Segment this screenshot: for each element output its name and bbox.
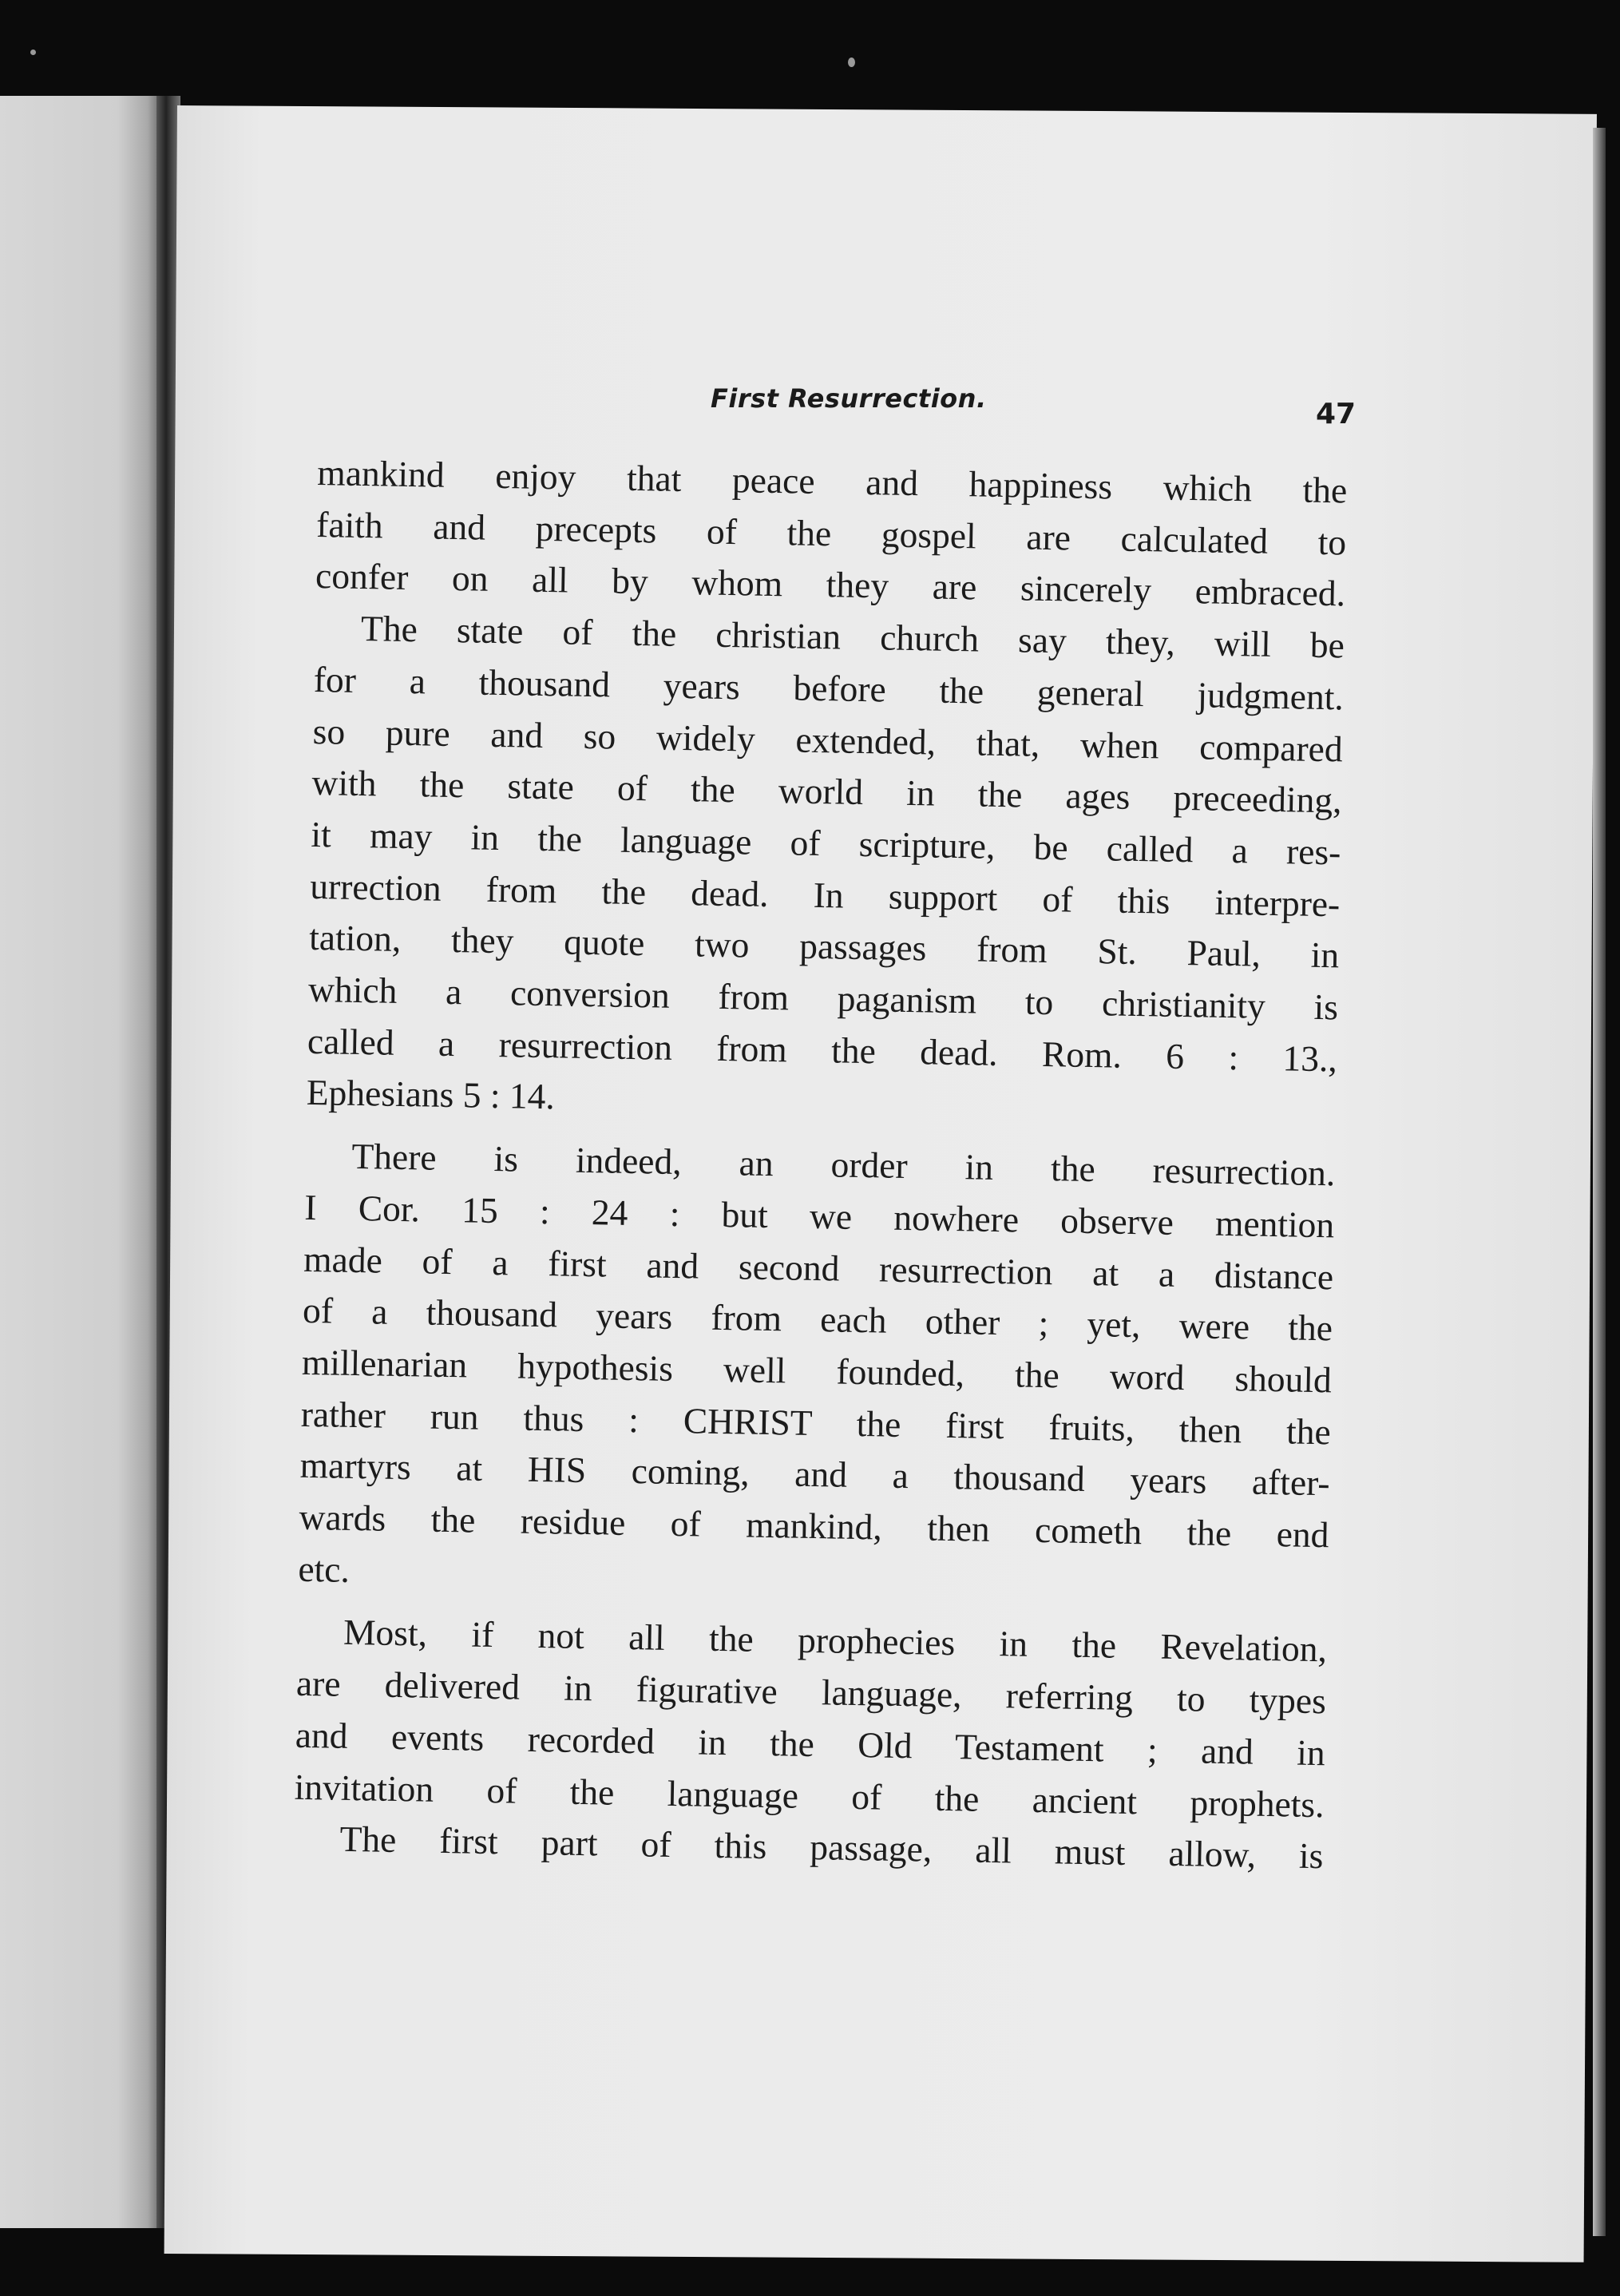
page-edge-shadow	[1593, 128, 1606, 2236]
paragraph	[294, 1606, 1327, 1830]
scan-speck	[848, 57, 855, 67]
running-title: First Resurrection.	[711, 383, 987, 414]
text-line: called a resurrection from the dead. Rom. 6 : 13.,	[307, 1020, 1338, 1080]
text-line: etc.	[298, 1548, 351, 1590]
text-line: martyrs at HIS coming, and a thousand years after-	[299, 1445, 1330, 1504]
text-line: which a conversion from paganism to christianity is	[307, 968, 1339, 1028]
text-line: mankind enjoy that peace and happiness which the	[317, 451, 1348, 511]
text-line: faith and precepts of the gospel are calculated to	[315, 503, 1347, 563]
body-text	[293, 447, 1348, 1882]
running-header	[0, 383, 1620, 431]
text-line: confer on all by whom they are sincerely embraced.	[315, 555, 1346, 614]
text-line: Ephesians 5 : 14.	[306, 1072, 556, 1117]
paragraph	[298, 1130, 1336, 1613]
text-line: made of a first and second resurrection at a distance	[303, 1238, 1334, 1297]
text-line: rather run thus : CHRIST the first fruits, then the	[300, 1393, 1332, 1452]
text-line: with the state of the world in the ages preceeding,	[311, 762, 1342, 821]
scan-speck	[30, 50, 36, 55]
text-line: are delivered in figurative language, referring to types	[295, 1662, 1327, 1722]
text-line: wards the residue of mankind, then cometh the end	[299, 1496, 1329, 1556]
page-number: 47	[1316, 398, 1357, 430]
text-line: of a thousand years from each other ; yet, were the	[302, 1290, 1333, 1349]
text-line: There is indeed, an order in the resurrection.	[351, 1136, 1336, 1194]
paragraph	[315, 447, 1348, 621]
text-line: for a thousand years before the general judgment.	[313, 658, 1345, 718]
text-line: it may in the language of scripture, be called a res-	[311, 813, 1341, 873]
text-line: The state of the christian church say they, will be	[360, 608, 1345, 666]
paragraph	[306, 602, 1345, 1136]
text-line: millenarian hypothesis well founded, the word should	[301, 1341, 1333, 1401]
text-line: The first part of this passage, all must allow, is	[339, 1818, 1324, 1877]
text-line: tation, they quote two passages from St. Paul, in	[308, 917, 1340, 976]
text-line: I Cor. 15 : 24 : but we nowhere observe mention	[303, 1186, 1335, 1246]
text-line: Most, if not all the prophecies in the Revelation,	[343, 1612, 1328, 1670]
text-line: urrection from the dead. In support of this interpre-	[309, 865, 1341, 925]
text-line: invitation of the language of the ancient prophets.	[294, 1766, 1325, 1825]
text-line: so pure and so widely extended, that, when compared	[312, 710, 1344, 769]
text-line: and events recorded in the Old Testament ; and in	[295, 1714, 1326, 1774]
